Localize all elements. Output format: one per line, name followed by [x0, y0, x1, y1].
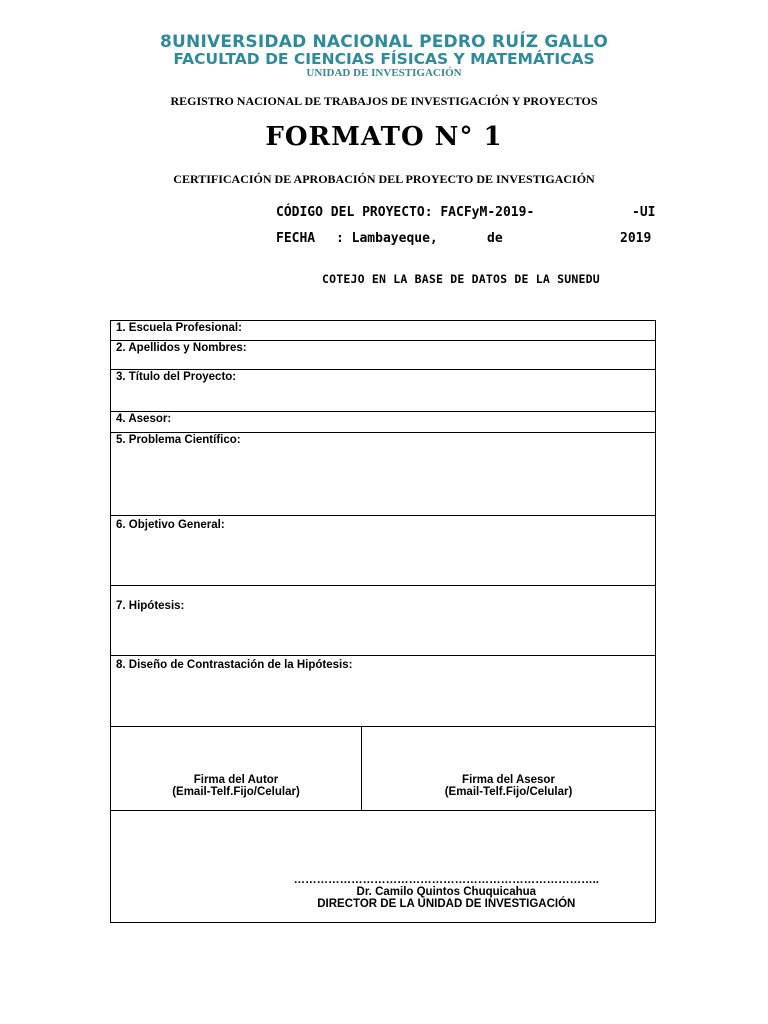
unit-name: UNIDAD DE INVESTIGACIÓN [306, 67, 462, 79]
advisor-signature-cell [362, 727, 656, 811]
date-year: 2019 [620, 231, 652, 246]
project-form-table [110, 320, 656, 923]
director-title: DIRECTOR DE LA UNIDAD DE INVESTIGACIÓN [317, 898, 576, 910]
author-contact-label: (Email-Telf.Fijo/Celular) [172, 786, 300, 798]
director-signature-line: …………………………………………………………………….. [293, 874, 599, 886]
date-place: : Lambayeque, [336, 231, 438, 246]
director-name: Dr. Camilo Quintos Chuquicahua [356, 886, 537, 898]
project-code-suffix: -UI [632, 205, 656, 220]
university-name: 8UNIVERSIDAD NACIONAL PEDRO RUÍZ GALLO [159, 32, 608, 52]
faculty-name: FACULTAD DE CIENCIAS FÍSICAS Y MATEMÁTICAS [173, 50, 595, 68]
registry-heading: REGISTRO NACIONAL DE TRABAJOS DE INVESTIGACIÓN Y PROYECTOS [170, 94, 598, 108]
director-signature-cell [111, 811, 656, 923]
field-diseno: 8. Diseño de Contrastación de la Hipótesis: [111, 656, 656, 727]
date-de: de [487, 231, 503, 246]
author-sign-label: Firma del Autor [193, 774, 279, 786]
date-label: FECHA [276, 231, 316, 246]
advisor-sign-label: Firma del Asesor [462, 774, 555, 786]
certification-heading: CERTIFICACIÓN DE APROBACIÓN DEL PROYECTO DE INVESTIGACIÓN [173, 172, 595, 186]
advisor-contact-label: (Email-Telf.Fijo/Celular) [444, 786, 573, 798]
author-signature-cell [111, 727, 362, 811]
field-apellidos: 2. Apellidos y Nombres: [111, 341, 656, 370]
field-hipotesis: 7. Hipótesis: [111, 586, 656, 656]
field-escuela: 1. Escuela Profesional: [111, 321, 656, 341]
format-title: FORMATO N° 1 [265, 122, 503, 152]
field-problema: 5. Problema Científico: [111, 433, 656, 516]
field-asesor: 4. Asesor: [111, 412, 656, 433]
field-objetivo: 6. Objetivo General: [111, 516, 656, 586]
project-code-label: CÓDIGO DEL PROYECTO: FACFyM-2019- [276, 205, 535, 220]
field-titulo: 3. Título del Proyecto: [111, 370, 656, 412]
sunedu-cotejo: COTEJO EN LA BASE DE DATOS DE LA SUNEDU [322, 272, 600, 286]
